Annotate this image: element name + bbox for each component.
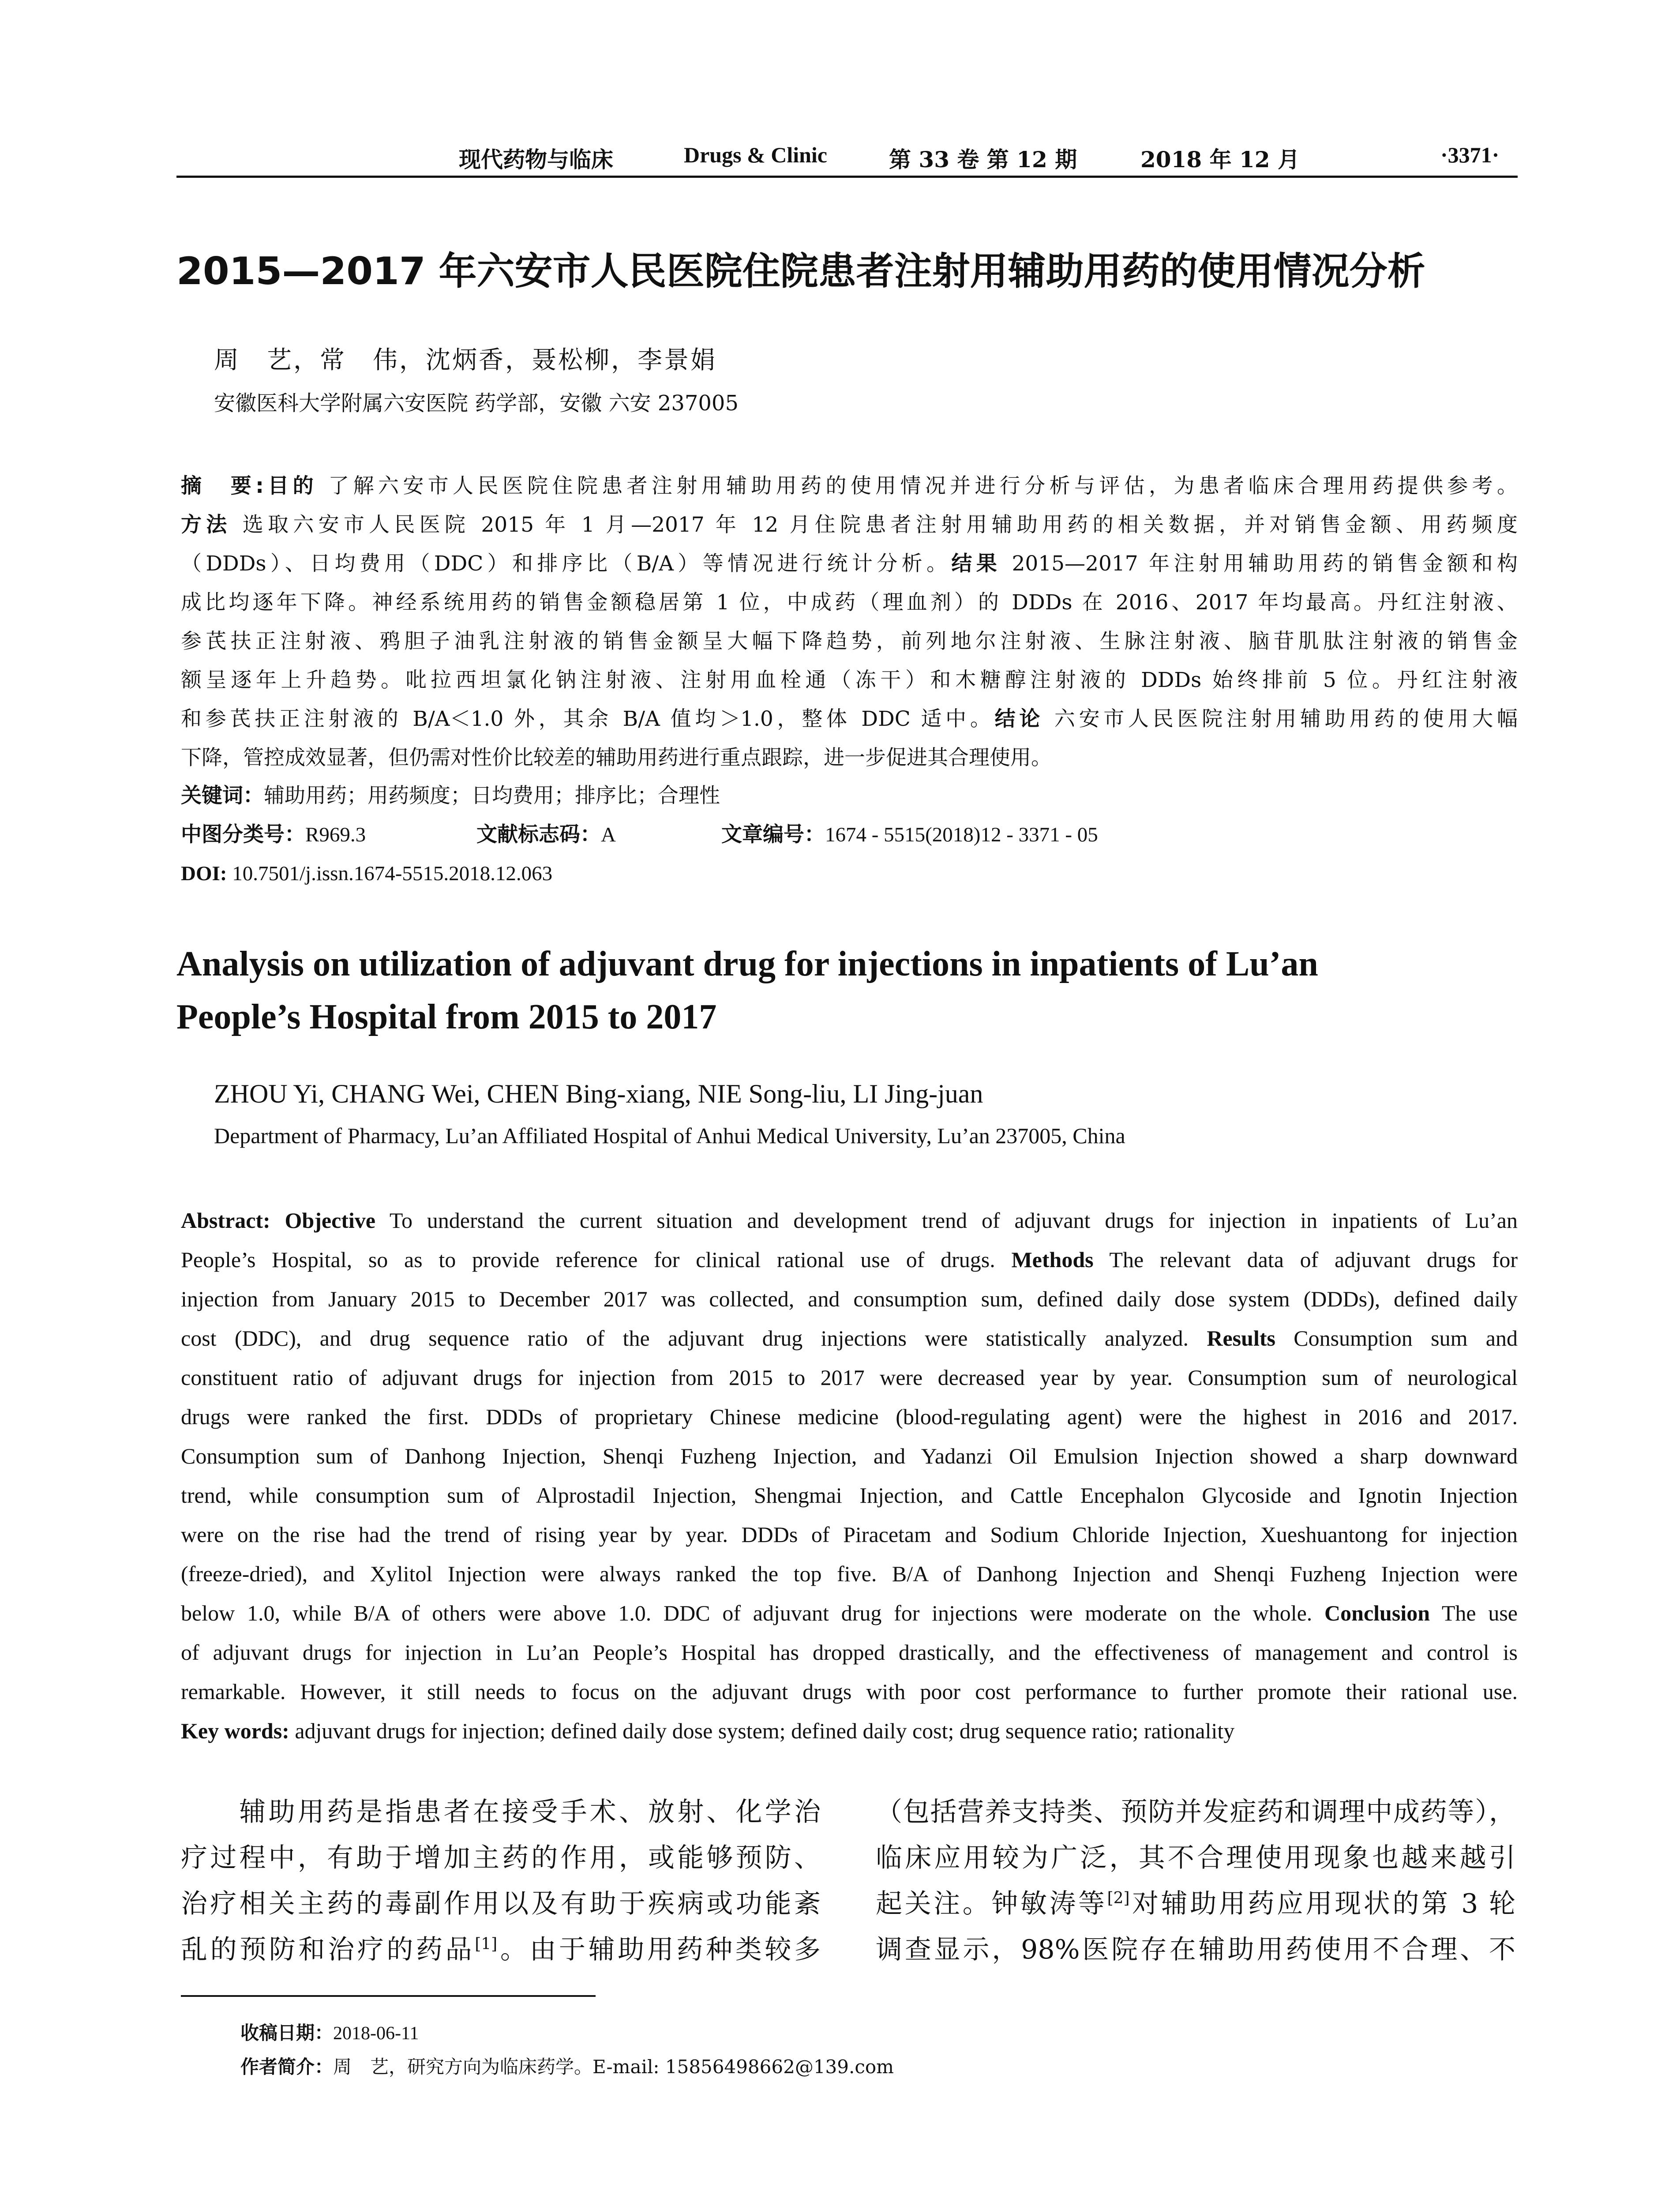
journal-name-cn: 现代药物与临床 (459, 146, 613, 173)
abstract-cn-line: 额呈逐年上升趋势。吡拉西坦氯化钠注射液、注射用血栓通（冻干）和木糖醇注射液的 DDDs 始终排前 5 位。丹红注射液 (181, 668, 1518, 692)
body-line: 乱的预防和治疗的药品[1]。由于辅助用药种类较多 (181, 1934, 821, 1965)
paper-title-en: Analysis on utilization of adjuvant drug for injections in inpatients of Lu’an People’s Hospital from 2015 to 2017 (176, 945, 1318, 1036)
abstract-en-line: of adjuvant drugs for injection in Lu’an People’s Hospital has dropped drastically, and the effectiveness of management and control is (181, 1640, 1518, 1665)
body-line: 起关注。钟敏涛等[2]对辅助用药应用现状的第 3 轮 (876, 1888, 1515, 1919)
issue-date: 2018 年 12 月 (1140, 146, 1300, 173)
objective-label-cn: 目的 (263, 474, 318, 498)
abstract-label-cn: 摘 要: (181, 474, 264, 498)
conclusion-label-cn: 结论 (994, 707, 1044, 731)
body-column-right (876, 1789, 1515, 1973)
classification-row: 中图分类号：R969.3 文献标志码：A 文章编号：1674 - 5515(2018)12 - 3371 - 05 (181, 822, 1098, 847)
abstract-en-line: Consumption sum of Danhong Injection, Shenqi Fuzheng Injection, and Yadanzi Oil Emulsion Injection showed a sharp downward (181, 1444, 1518, 1468)
citation-ref-1[interactable]: [1] (475, 1935, 498, 1953)
abstract-label-en: Abstract: Objective (181, 1208, 375, 1233)
volume-issue: 第 33 卷 第 12 期 (889, 146, 1077, 173)
abstract-en-line: cost (DDC), and drug sequence ratio of the adjuvant drug injections were statistically analyzed. Results Consumption sum and (181, 1326, 1518, 1351)
keywords-en: Key words: adjuvant drugs for injection; defined daily dose system; defined daily cost; drug sequence ratio; rationality (181, 1718, 1235, 1743)
abstract-en-line: remarkable. However, it still needs to focus on the adjuvant drugs with poor cost performance to further promote their rational use. (181, 1679, 1518, 1704)
methods-label-en: Methods (1011, 1247, 1094, 1272)
citation-ref-2[interactable]: [2] (1107, 1889, 1130, 1907)
affiliation-cn: 安徽医科大学附属六安医院 药学部，安徽 六安 237005 (214, 391, 739, 416)
conclusion-label-en: Conclusion (1324, 1601, 1430, 1625)
body-column-left (181, 1789, 821, 1973)
abstract-en-line: Abstract: Objective To understand the current situation and development trend of adjuvant drugs for injection in inpatients of Lu’an (181, 1208, 1518, 1233)
body-line: 治疗相关主药的毒副作用以及有助于疾病或功能紊 (181, 1888, 821, 1919)
header-rule (176, 176, 1518, 178)
abstract-en-line: People’s Hospital, so as to provide reference for clinical rational use of drugs. Methods The relevant data of adjuvant drugs for (181, 1247, 1518, 1272)
body-line: （包括营养支持类、预防并发症药和调理中成药等）， (876, 1797, 1515, 1827)
keywords-cn: 关键词：辅助用药；用药频度；日均费用；排序比；合理性 (181, 784, 720, 808)
abstract-en-line: trend, while consumption sum of Alprostadil Injection, Shengmai Injection, and Cattle Encephalon Glycoside and Ignotin Injection (181, 1483, 1518, 1508)
author-bio: 作者简介：周 艺，研究方向为临床药学。E-mail: 15856498662@139.com (240, 2056, 894, 2078)
abstract-en (181, 1201, 1518, 1751)
abstract-cn-line: （DDDs）、日均费用（DDC）和排序比（B/A）等情况进行统计分析。结果 2015—2017 年注射用辅助用药的销售金额和构 (181, 552, 1518, 576)
methods-label-cn: 方法 (181, 513, 232, 537)
page-number: ·3371· (1440, 143, 1500, 167)
body-line: 疗过程中，有助于增加主药的作用，或能够预防、 (181, 1842, 821, 1873)
authors-cn: 周 艺，常 伟，沈炳香，聂松柳，李景娟 (214, 346, 717, 375)
abstract-cn (181, 467, 1518, 777)
abstract-cn-line: 摘 要:目的 了解六安市人民医院住院患者注射用辅助用药的使用情况并进行分析与评估，为患者临床合理用药提供参考。 (181, 474, 1518, 498)
footnote-rule (181, 1995, 596, 1997)
abstract-en-line: below 1.0, while B/A of others were above 1.0. DDC of adjuvant drug for injections were moderate on the whole. Conclusion The use (181, 1601, 1518, 1625)
abstract-en-line: constituent ratio of adjuvant drugs for injection from 2015 to 2017 were decreased year by year. Consumption sum of neurological (181, 1365, 1518, 1390)
abstract-cn-line: 方法 选取六安市人民医院 2015 年 1 月—2017 年 12 月住院患者注射用辅助用药的相关数据，并对销售金额、用药频度 (181, 513, 1518, 537)
body-line: 调查显示，98%医院存在辅助用药使用不合理、不 (876, 1934, 1515, 1965)
abstract-en-line: injection from January 2015 to December 2017 was collected, and consumption sum, defined daily dose system (DDDs), defined daily (181, 1287, 1518, 1311)
abstract-en-line: were on the rise had the trend of rising year by year. DDDs of Piracetam and Sodium Chloride Injection, Xueshuantong for injection (181, 1522, 1518, 1547)
paper-title-cn: 2015—2017 年六安市人民医院住院患者注射用辅助用药的使用情况分析 (176, 249, 1425, 293)
abstract-en-line: (freeze-dried), and Xylitol Injection were always ranked the top five. B/A of Danhong Injection and Shenqi Fuzheng Injection were (181, 1561, 1518, 1586)
article-meta-cn (181, 777, 1518, 893)
journal-name-en: Drugs & Clinic (684, 143, 827, 167)
affiliation-en: Department of Pharmacy, Lu’an Affiliated Hospital of Anhui Medical University, Lu’an 237005, China (214, 1123, 1125, 1148)
doi: DOI: 10.7501/j.issn.1674-5515.2018.12.063 (181, 862, 553, 885)
running-header (176, 142, 1518, 177)
authors-en: ZHOU Yi, CHANG Wei, CHEN Bing-xiang, NIE Song-liu, LI Jing-juan (214, 1079, 983, 1108)
abstract-cn-line: 参芪扶正注射液、鸦胆子油乳注射液的销售金额呈大幅下降趋势，前列地尔注射液、生脉注射液、脑苷肌肽注射液的销售金 (181, 629, 1518, 653)
footnote (240, 2016, 894, 2084)
abstract-cn-line: 和参芪扶正注射液的 B/A＜1.0 外，其余 B/A 值均＞1.0，整体 DDC 适中。结论 六安市人民医院注射用辅助用药的使用大幅 (181, 707, 1518, 731)
abstract-cn-line: 成比均逐年下降。神经系统用药的销售金额稳居第 1 位，中成药（理血剂）的 DDDs 在 2016、2017 年均最高。丹红注射液、 (181, 590, 1518, 615)
abstract-cn-line: 下降，管控成效显著，但仍需对性价比较差的辅助用药进行重点跟踪，进一步促进其合理使用。 (181, 746, 1052, 770)
received-date: 收稿日期：2018-06-11 (240, 2022, 419, 2044)
body-line: 临床应用较为广泛，其不合理使用现象也越来越引 (876, 1842, 1515, 1873)
results-label-en: Results (1207, 1326, 1275, 1351)
body-line: 辅助用药是指患者在接受手术、放射、化学治 (181, 1797, 821, 1827)
abstract-en-line: drugs were ranked the first. DDDs of proprietary Chinese medicine (blood-regulating agent) were the highest in 2016 and 2017. (181, 1404, 1518, 1429)
results-label-cn: 结果 (951, 552, 1001, 576)
